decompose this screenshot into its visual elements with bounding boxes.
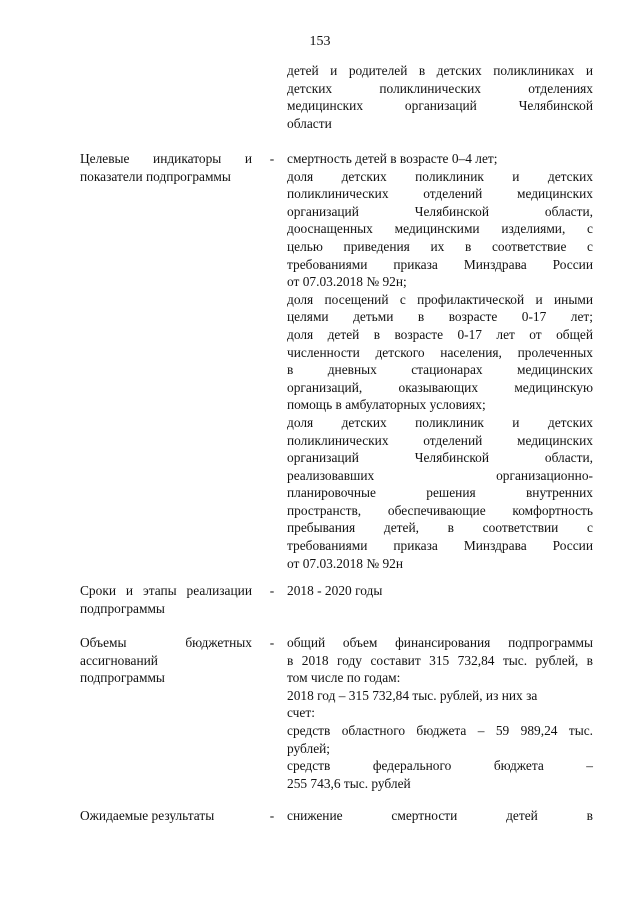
intro-line: детей и родителей в детских поликлиниках и — [287, 63, 593, 78]
label-line: Сроки и этапы реализации — [80, 583, 252, 598]
value-line: организаций Челябинской области, — [287, 450, 593, 466]
label-line: подпрограммы — [80, 670, 165, 686]
row-value — [287, 807, 593, 825]
value-line: численности детского населения, пролеченных — [287, 344, 593, 360]
label-line: Ожидаемые результаты — [80, 808, 215, 823]
value-line: смертность детей в возрасте 0–4 лет; — [287, 151, 498, 166]
value-line: поликлинических отделений медицинских — [287, 432, 593, 448]
value-line: доля детей в возрасте 0-17 лет от общей — [287, 326, 593, 342]
value-line: организаций Челябинской области, — [287, 203, 593, 219]
value-line: требованиями приказа Минздрава России — [287, 538, 593, 554]
row-value — [287, 634, 593, 792]
value-line: 255 743,6 тыс. рублей — [287, 775, 411, 791]
page-number: 153 — [309, 34, 331, 49]
label-line: Целевые индикаторы и — [80, 151, 252, 166]
value-line: пространств, обеспечивающие комфортность — [287, 502, 593, 518]
value-line: пребывания детей, в соответствии с — [287, 520, 593, 536]
label-line: подпрограммы — [80, 600, 165, 616]
value-line: средств федерального бюджета – — [287, 758, 593, 774]
intro-text — [287, 62, 593, 132]
label-line: Объемы бюджетных — [80, 635, 252, 650]
row-dash: - — [269, 151, 275, 166]
row-label — [80, 582, 252, 617]
intro-line: области — [287, 115, 332, 131]
value-line: общий объем финансирования подпрограммы — [287, 635, 593, 650]
row-label — [80, 150, 252, 185]
label-line: ассигнований — [80, 652, 158, 668]
value-line: от 07.03.2018 № 92н — [287, 555, 404, 571]
value-line: поликлинических отделений медицинских — [287, 186, 593, 202]
value-line: доля детских поликлиник и детских — [287, 414, 593, 430]
value-line: в дневных стационарах медицинских — [287, 362, 593, 378]
value-line: рублей; — [287, 740, 331, 756]
row-label — [80, 634, 252, 687]
value-line: доля детских поликлиник и детских — [287, 168, 593, 184]
value-line: требованиями приказа Минздрава России — [287, 256, 593, 272]
intro-line: медицинских организаций Челябинской — [287, 98, 593, 114]
value-line: планировочные решения внутренних — [287, 485, 593, 501]
row-value — [287, 150, 593, 572]
value-line: помощь в амбулаторных условиях; — [287, 397, 486, 413]
row-dash: - — [269, 808, 275, 823]
value-line: счет: — [287, 705, 315, 721]
value-line: том числе по годам: — [287, 670, 401, 686]
value-line: дооснащенных медицинскими изделиями, с — [287, 221, 593, 237]
label-line: показатели подпрограммы — [80, 168, 231, 184]
value-line: доля посещений с профилактической и иными — [287, 291, 593, 307]
value-line: 2018 год – 315 732,84 тыс. рублей, из них за — [287, 687, 538, 703]
value-line: реализовавших организационно- — [287, 467, 593, 483]
row-value — [287, 582, 593, 600]
value-line: в 2018 году составит 315 732,84 тыс. рублей, в — [287, 652, 593, 668]
row-label — [80, 807, 252, 825]
value-line: организаций, оказывающих медицинскую — [287, 379, 593, 395]
value-line: от 07.03.2018 № 92н; — [287, 274, 407, 290]
intro-line: детских поликлинических отделениях — [287, 80, 593, 96]
row-dash: - — [269, 583, 275, 598]
value-line: целями детьми в возрасте 0-17 лет; — [287, 309, 593, 325]
value-line: средств областного бюджета – 59 989,24 тыс. — [287, 722, 593, 738]
value-line: целью приведения их в соответствие с — [287, 238, 593, 254]
row-dash: - — [269, 635, 275, 650]
value-line: снижение смертности детей в — [287, 808, 593, 823]
value-line: 2018 - 2020 годы — [287, 583, 383, 598]
